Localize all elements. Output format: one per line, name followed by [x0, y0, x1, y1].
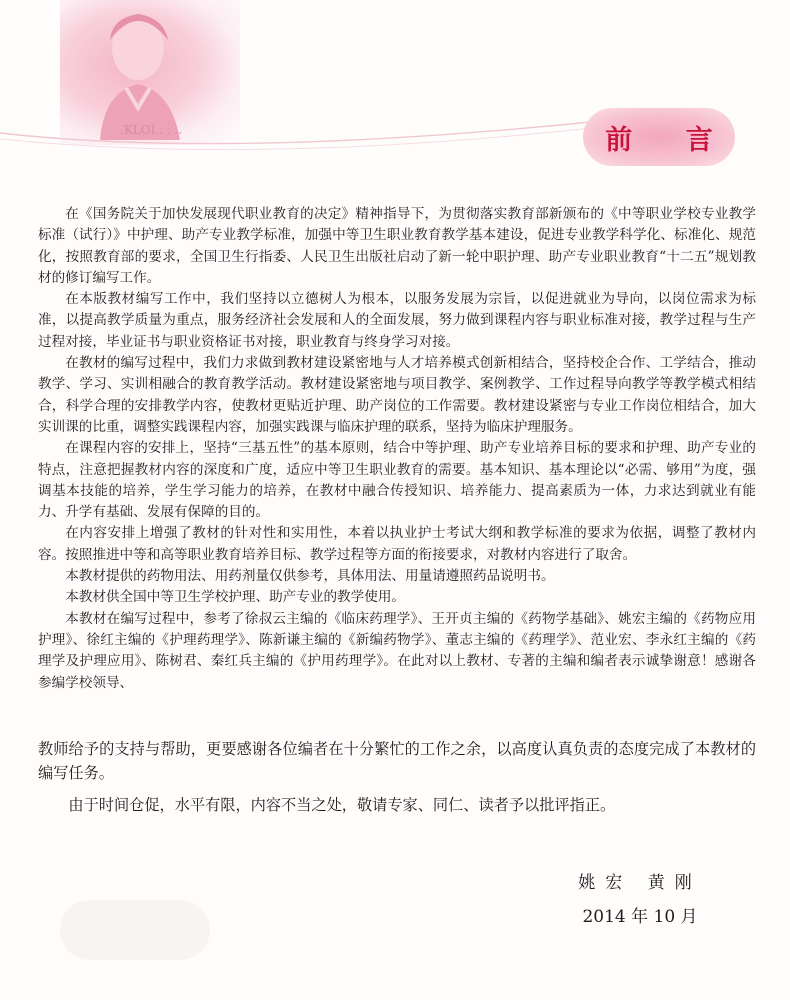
svg-text:.KLOI.. . ..: .KLOI.. . ..: [120, 123, 183, 137]
paragraph: 在课程内容的安排上，坚持“三基五性”的基本原则，结合中等护理、助产专业培养目标的要求和护理、助产专业的特点，注意把握教材内容的深度和广度，适应中等卫生职业教育的需要。基本知识、基本理论以“必需、够用”为度，强调基本技能的培养，学生学习能力的培养，在教材中融合传授知识、培养能力、提高素质为一体，力求达到就业有能力、升学有基础、发展有保障的目的。: [38, 440, 756, 521]
title-badge: [583, 108, 735, 166]
paragraph: 在本版教材编写工作中，我们坚持以立德树人为根本，以服务发展为宗旨，以促进就业为导向，以岗位需求为标准，以提高教学质量为重点，服务经济社会发展和人的全面发展，努力做到课程内容与职业标准对接，教学过程与生产过程对接，毕业证书与职业资格证书对接，职业教育与终身学习对接。: [38, 291, 756, 350]
paragraph: 由于时间仓促，水平有限，内容不当之处，敬请专家、同仁、读者予以批评指正。: [68, 796, 616, 814]
paragraph: 本教材在编写过程中，参考了徐叔云主编的《临床药理学》、王开贞主编的《药物学基础》、姚宏主编的《药物应用护理》、徐红主编的《护理药理学》、陈新谦主编的《新编药物学》、董志主编的《药理学》、范业宏、李永红主编的《药理学及护理应用》、陈树君、秦红兵主编的《护用药理学》。在此对以上教材、专著的主编和编者表示诚挚谢意！感谢各参编学校领导、: [38, 610, 756, 691]
faint-stamp-mark: [60, 900, 210, 960]
paragraph: 在《国务院关于加快发展现代职业教育的决定》精神指导下，为贯彻落实教育部新颁布的《中等职业学校专业教学标准（试行）》中护理、助产专业教学标准，加强中等卫生职业教育教学基本建设，促进专业教学科学化、标准化、规范化，按照教育部的要求，全国卫生行指委、人民卫生出版社启动了新一轮中职护理、助产专业职业教育“十二五”规划教材的修订编写工作。: [38, 206, 756, 286]
preface-body: [38, 204, 756, 694]
page-title: 前 言: [605, 124, 735, 156]
signature-date: 2014 年 10 月: [582, 907, 698, 927]
faint-header-text: [250, 6, 760, 66]
paragraph: 在内容安排上增强了教材的针对性和实用性，本着以执业护士考试大纲和教学标准的要求为依据，调整了教材内容。按照推进中等和高等职业教育培养目标、教学过程等方面的衔接要求，对教材内容进行了取舍。: [38, 525, 756, 563]
paragraph: 在教材的编写过程中，我们力求做到教材建设紧密地与人才培养模式创新相结合，坚持校企合作、工学结合，推动教学、学习、实训相融合的教育教学活动。教材建设紧密地与项目教学、案例教学、工作过程导向教学等教学模式相结合，科学合理的安排教学内容，使教材更贴近护理、助产岗位的工作需要。教材建设紧密与专业工作岗位相结合，加大实训课的比重，调整实践课程内容，加强实践课与临床护理的联系，坚持为临床护理服务。: [38, 355, 756, 435]
paragraph-continuation: 教师给予的支持与帮助，更要感谢各位编者在十分繁忙的工作之余，以高度认真负责的态度完成了本教材的编写任务。: [38, 740, 756, 782]
paragraph: 本教材供全国中等卫生学校护理、助产专业的教学使用。: [65, 589, 406, 606]
preface-closing: [38, 738, 756, 818]
paragraph: 本教材提供的药物用法、用药剂量仅供参考，具体用法、用量请遵照药品说明书。: [65, 568, 555, 585]
author-signature: 姚宏 黄刚: [578, 873, 702, 893]
